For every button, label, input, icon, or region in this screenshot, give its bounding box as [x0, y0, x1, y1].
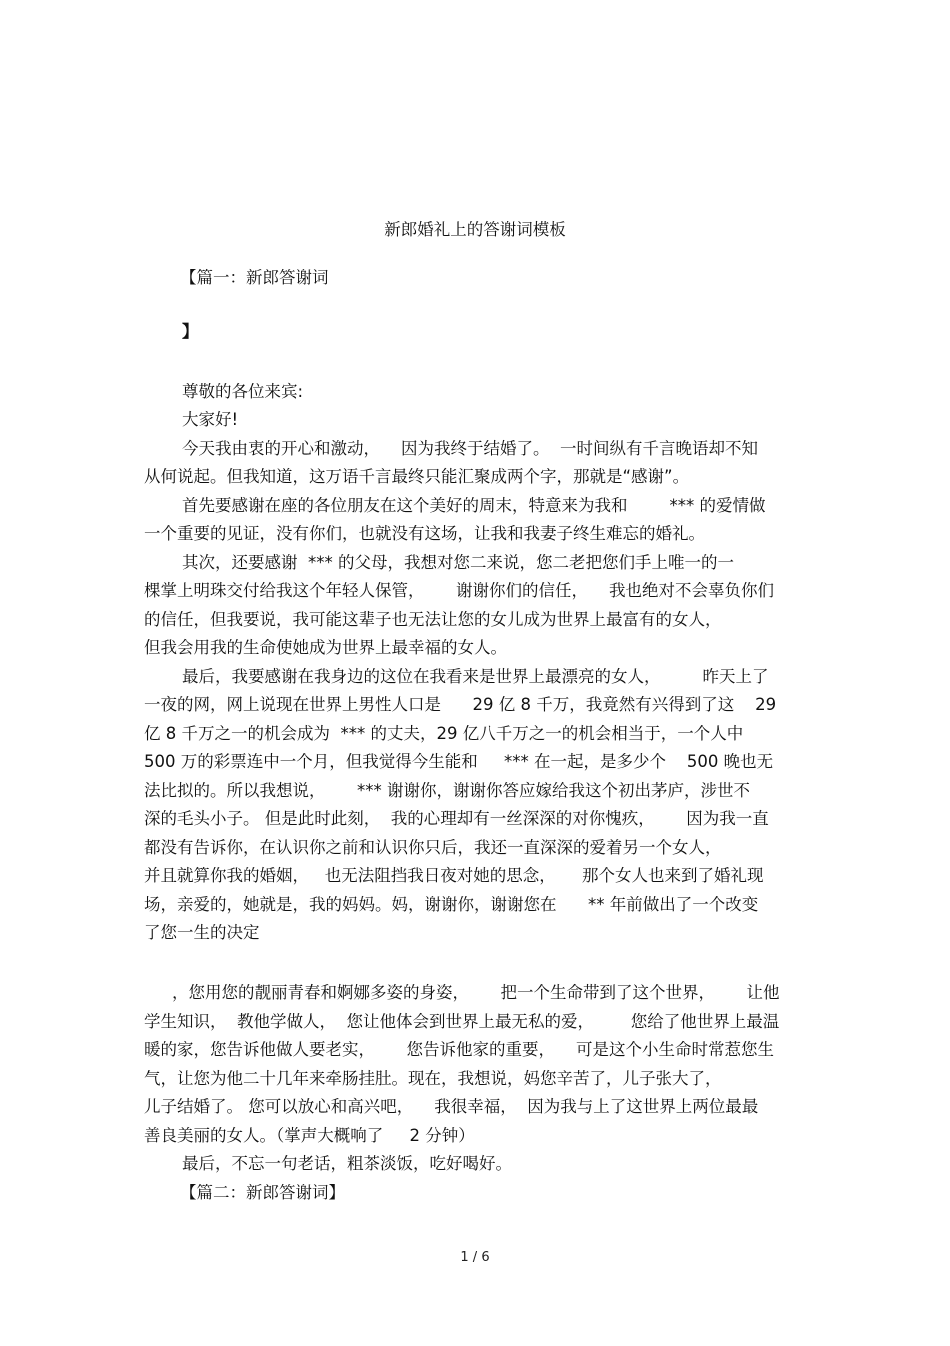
text-line: 最后，不忘一句老话，粗茶淡饭，吃好喝好。: [182, 1154, 512, 1173]
text-line: 尊敬的各位来宾:: [182, 382, 304, 401]
text-line: 首先要感谢在座的各位朋友在这个美好的周末，特意来为我和 *** 的爱情做: [182, 496, 766, 515]
text-line: 的信任，但我要说，我可能这辈子也无法让您的女儿成为世界上最富有的女人，: [144, 610, 722, 629]
text-line: 大家好!: [182, 410, 239, 429]
section1-heading: 【篇一：新郎答谢词: [180, 268, 329, 287]
text-line: 一个重要的见证，没有你们，也就没有这场，让我和我妻子终生难忘的婚礼。: [144, 524, 705, 543]
text-line: 了您一生的决定: [144, 923, 260, 942]
text-line: 今天我由衷的开心和激动， 因为我终于结婚了。 一时间纵有千言晚语却不知: [182, 439, 758, 458]
page-number: 1 / 6: [460, 1250, 490, 1265]
text-line: 儿子结婚了。 您可以放心和高兴吧， 我很幸福， 因为我与上了这世界上两位最最: [144, 1097, 759, 1116]
text-line: 500 万的彩票连中一个月，但我觉得今生能和 *** 在一起，是多少个 500 晚也无: [144, 752, 774, 771]
text-line: 从何说起。但我知道，这万语千言最终只能汇聚成两个字，那就是“感谢”。: [144, 467, 690, 486]
text-line: 一夜的网，网上说现在世界上男性人口是 29 亿 8 千万，我竟然有兴得到了这 29: [144, 695, 777, 714]
text-line: 气，让您为他二十几年来牵肠挂肚。现在，我想说，妈您辛苦了，儿子张大了，: [144, 1069, 722, 1088]
text-line: 善良美丽的女人。（掌声大概响了 2 分钟）: [144, 1126, 475, 1145]
text-line: 并且就算你我的婚姻， 也无法阻挡我日夜对她的思念， 那个女人也来到了婚礼现: [144, 866, 764, 885]
text-line: 法比拟的。所以我想说， *** 谢谢你，谢谢你答应嫁给我这个初出茅庐，涉世不: [144, 781, 750, 800]
text-line: 其次，还要感谢 *** 的父母，我想对您二来说，您二老把您们手上唯一的一: [182, 553, 734, 572]
text-line: 亿 8 千万之一的机会成为 *** 的丈夫，29 亿八千万之一的机会相当于，一个人中: [144, 724, 744, 743]
text-line: ，您用您的靓丽青春和婀娜多姿的身姿， 把一个生命带到了这个世界， 让他: [172, 983, 780, 1002]
text-line: 但我会用我的生命使她成为世界上最幸福的女人。: [144, 638, 507, 657]
text-line: 暖的家，您告诉他做人要老实， 您告诉他家的重要， 可是这个小生命时常惹您生: [144, 1040, 774, 1059]
text-line: 棵掌上明珠交付给我这个年轻人保管， 谢谢你们的信任， 我也绝对不会辜负你们: [144, 581, 774, 600]
text-line: 最后，我要感谢在我身边的这位在我看来是世界上最漂亮的女人， 昨天上了: [182, 667, 769, 686]
text-line: 都没有告诉你，在认识你之前和认识你只后，我还一直深深的爱着另一个女人，: [144, 838, 722, 857]
text-line: 深的毛头小子。 但是此时此刻， 我的心理却有一丝深深的对你愧疚， 因为我一直: [144, 809, 769, 828]
page-title: 新郎婚礼上的答谢词模板: [384, 220, 566, 239]
text-line: 学生知识， 教他学做人， 您让他体会到世界上最无私的爱， 您给了他世界上最温: [144, 1012, 780, 1031]
section2-heading: 【篇二：新郎答谢词】: [180, 1183, 345, 1202]
text-line: 场，亲爱的，她就是，我的妈妈。妈，谢谢你，谢谢您在 ** 年前做出了一个改变: [144, 895, 759, 914]
section1-heading-end: 】: [182, 322, 199, 341]
